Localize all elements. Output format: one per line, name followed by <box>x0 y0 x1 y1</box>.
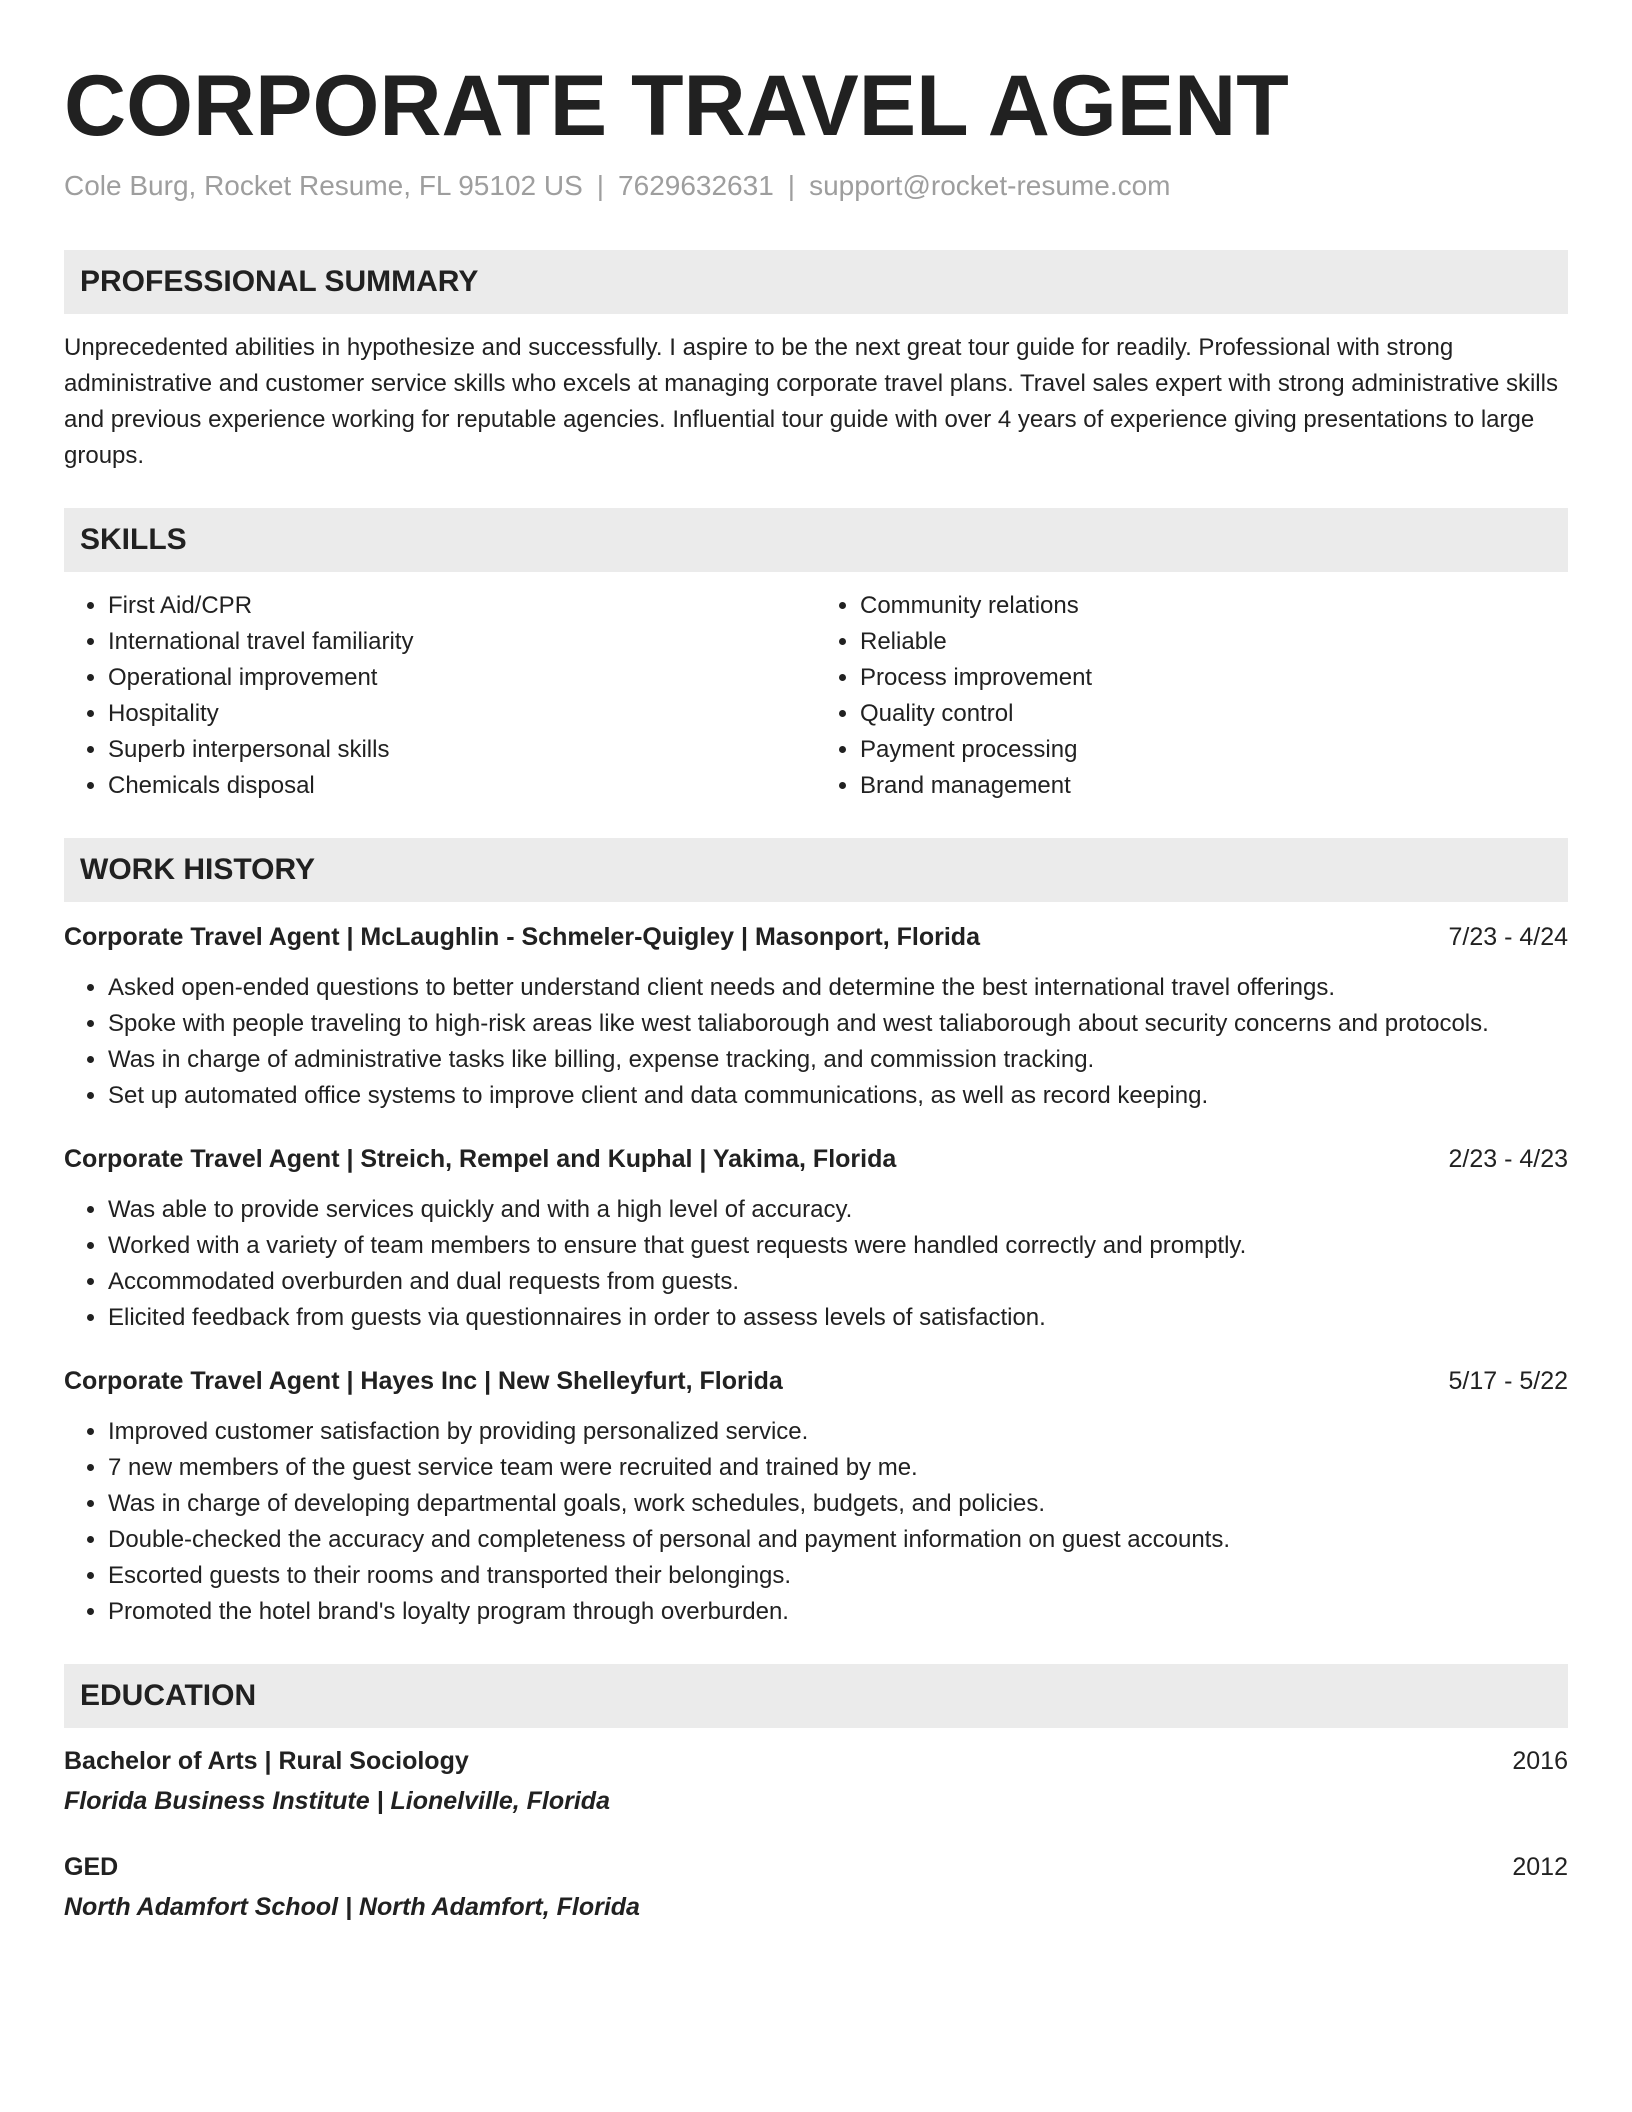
education-school: Florida Business Institute | Lionelville, Florida <box>64 1787 610 1815</box>
skill-item: • Brand management <box>860 768 1568 804</box>
education-header <box>64 1848 1568 1886</box>
education-year: 2012 <box>1512 1853 1568 1881</box>
skills-list <box>64 588 1568 804</box>
job-dates: 7/23 - 4/24 <box>1448 923 1568 951</box>
section-heading-skills: SKILLS <box>64 508 1568 572</box>
job-bullet: • Spoke with people traveling to high-risk areas like west taliaborough and west taliaborough about security concerns and protocols. <box>108 1006 1568 1042</box>
job-bullet: • Double-checked the accuracy and completeness of personal and payment information on guest accounts. <box>108 1522 1568 1558</box>
contact-address: Cole Burg, Rocket Resume, FL 95102 US <box>64 170 583 201</box>
job-bullets <box>64 1414 1568 1630</box>
skill-item: • International travel familiarity <box>108 624 816 660</box>
job-bullet: • Was in charge of developing departmental goals, work schedules, budgets, and policies. <box>108 1486 1568 1522</box>
job-bullet: • Worked with a variety of team members to ensure that guest requests were handled correctly and promptly. <box>108 1228 1568 1264</box>
skill-item: • Quality control <box>860 696 1568 732</box>
job-bullet: • Asked open-ended questions to better understand client needs and determine the best international travel offerings. <box>108 970 1568 1006</box>
job-title: Corporate Travel Agent | McLaughlin - Schmeler-Quigley | Masonport, Florida <box>64 923 980 951</box>
job-title: Corporate Travel Agent | Hayes Inc | New Shelleyfurt, Florida <box>64 1367 783 1395</box>
education-degree: Bachelor of Arts | Rural Sociology <box>64 1747 469 1775</box>
contact-line <box>64 166 1568 206</box>
education-school: North Adamfort School | North Adamfort, Florida <box>64 1893 640 1921</box>
job-bullet: • Elicited feedback from guests via questionnaires in order to assess levels of satisfaction. <box>108 1300 1568 1336</box>
contact-separator: | <box>596 170 605 201</box>
contact-separator: | <box>787 170 796 201</box>
job-bullet: • Improved customer satisfaction by providing personalized service. <box>108 1414 1568 1450</box>
section-heading-education: EDUCATION <box>64 1664 1568 1728</box>
skills-column-left <box>64 588 816 804</box>
skills-column-right <box>816 588 1568 804</box>
job-header <box>64 1140 1568 1178</box>
job-bullet: • Was able to provide services quickly and with a high level of accuracy. <box>108 1192 1568 1228</box>
skill-item: • Operational improvement <box>108 660 816 696</box>
section-heading-summary: PROFESSIONAL SUMMARY <box>64 250 1568 314</box>
job-bullet: • Promoted the hotel brand's loyalty program through overburden. <box>108 1594 1568 1630</box>
job-bullet: • Escorted guests to their rooms and transported their belongings. <box>108 1558 1568 1594</box>
job-title: Corporate Travel Agent | Streich, Rempel and Kuphal | Yakima, Florida <box>64 1145 897 1173</box>
job-dates: 2/23 - 4/23 <box>1448 1145 1568 1173</box>
job-bullet: • 7 new members of the guest service team were recruited and trained by me. <box>108 1450 1568 1486</box>
contact-email: support@rocket-resume.com <box>809 170 1171 201</box>
skill-item: • Hospitality <box>108 696 816 732</box>
skill-item: • Community relations <box>860 588 1568 624</box>
skill-item: • Chemicals disposal <box>108 768 816 804</box>
job-header <box>64 918 1568 956</box>
education-entry <box>64 1742 1568 1820</box>
job-entry <box>64 1140 1568 1336</box>
job-bullet: • Was in charge of administrative tasks like billing, expense tracking, and commission tracking. <box>108 1042 1568 1078</box>
skill-item: • Process improvement <box>860 660 1568 696</box>
skill-item: • Superb interpersonal skills <box>108 732 816 768</box>
education-year: 2016 <box>1512 1747 1568 1775</box>
section-heading-work-history: WORK HISTORY <box>64 838 1568 902</box>
job-bullets <box>64 970 1568 1114</box>
skill-item: • Reliable <box>860 624 1568 660</box>
job-entry <box>64 1362 1568 1630</box>
job-bullet: • Accommodated overburden and dual requests from guests. <box>108 1264 1568 1300</box>
job-dates: 5/17 - 5/22 <box>1448 1367 1568 1395</box>
job-header <box>64 1362 1568 1400</box>
contact-phone: 7629632631 <box>618 170 774 201</box>
education-header <box>64 1742 1568 1780</box>
job-bullets <box>64 1192 1568 1336</box>
education-entry <box>64 1848 1568 1926</box>
education-degree: GED <box>64 1853 119 1881</box>
resume-title: CORPORATE TRAVEL AGENT <box>64 58 1289 154</box>
skill-item: • Payment processing <box>860 732 1568 768</box>
job-entry <box>64 918 1568 1114</box>
summary-text: Unprecedented abilities in hypothesize and successfully. I aspire to be the next great tour guide for readily. Professional with strong administrative and customer service skills who excels at managing corporate travel plans. Travel sales expert with strong administrative skills and previous experience working for reputable agencies. Influential tour guide with over 4 years of experience giving presentations to large groups. <box>64 334 1558 469</box>
skill-item: • First Aid/CPR <box>108 588 816 624</box>
job-bullet: • Set up automated office systems to improve client and data communications, as well as record keeping. <box>108 1078 1568 1114</box>
